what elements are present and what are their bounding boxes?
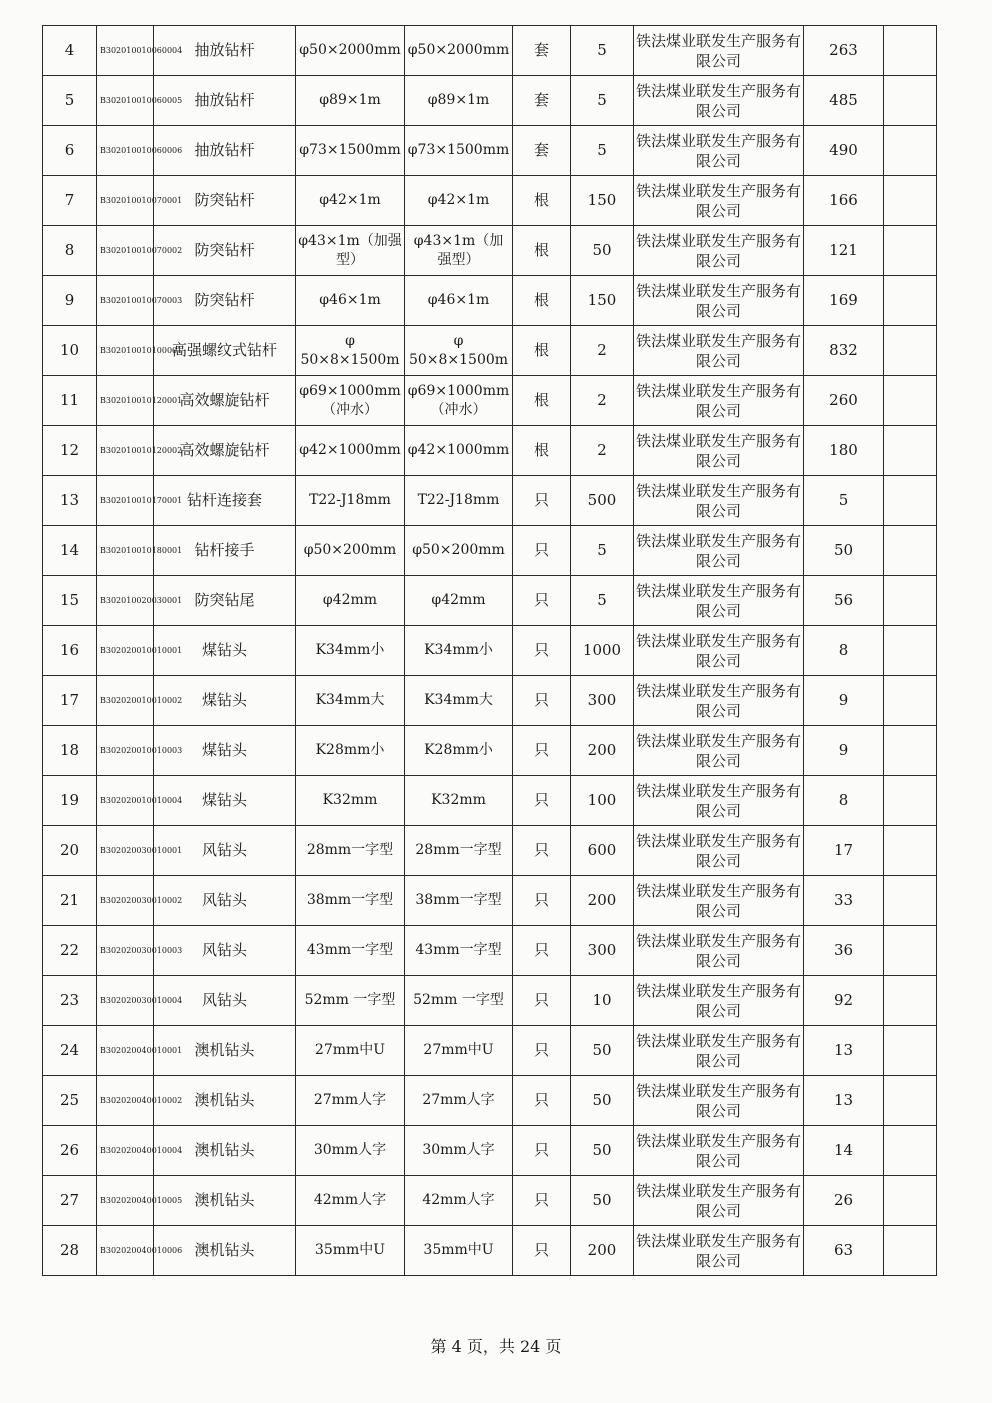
- quantity-cell: 500: [571, 476, 634, 526]
- row-number-cell: 8: [43, 226, 97, 276]
- quantity-cell: 50: [571, 1026, 634, 1076]
- specification-cell: φ69×1000mm（冲水）: [296, 376, 405, 426]
- material-name-cell: 风钻头: [154, 876, 296, 926]
- supplier-cell: 铁法煤业联发生产服务有限公司: [634, 726, 804, 776]
- material-name-cell: 澳机钻头: [154, 1126, 296, 1176]
- remarks-cell: [884, 426, 937, 476]
- quantity-cell: 50: [571, 1076, 634, 1126]
- material-name-cell: 防突钻杆: [154, 176, 296, 226]
- unit-cell: 根: [513, 326, 571, 376]
- supplier-cell: 铁法煤业联发生产服务有限公司: [634, 926, 804, 976]
- row-number-cell: 10: [43, 326, 97, 376]
- remarks-cell: [884, 1076, 937, 1126]
- unit-price-cell: 263: [804, 26, 884, 76]
- material-code-cell: B302020010010004: [97, 776, 154, 826]
- quantity-cell: 200: [571, 1226, 634, 1276]
- specification-cell: K32mm: [296, 776, 405, 826]
- model-cell: φ69×1000mm（冲水）: [405, 376, 513, 426]
- supplier-cell: 铁法煤业联发生产服务有限公司: [634, 1126, 804, 1176]
- row-number-cell: 25: [43, 1076, 97, 1126]
- quantity-cell: 300: [571, 926, 634, 976]
- row-number-cell: 20: [43, 826, 97, 876]
- table-row: [43, 1026, 937, 1076]
- unit-cell: 只: [513, 476, 571, 526]
- supplier-cell: 铁法煤业联发生产服务有限公司: [634, 576, 804, 626]
- material-name-cell: 高效螺旋钻杆: [154, 376, 296, 426]
- model-cell: 28mm一字型: [405, 826, 513, 876]
- quantity-cell: 2: [571, 426, 634, 476]
- remarks-cell: [884, 376, 937, 426]
- row-number-cell: 4: [43, 26, 97, 76]
- row-number-cell: 24: [43, 1026, 97, 1076]
- specification-cell: 35mm中U: [296, 1226, 405, 1276]
- unit-cell: 只: [513, 526, 571, 576]
- supplier-cell: 铁法煤业联发生产服务有限公司: [634, 476, 804, 526]
- unit-price-cell: 260: [804, 376, 884, 426]
- unit-cell: 只: [513, 976, 571, 1026]
- row-number-cell: 19: [43, 776, 97, 826]
- table-row: [43, 776, 937, 826]
- specification-cell: K28mm小: [296, 726, 405, 776]
- model-cell: 42mm人字: [405, 1176, 513, 1226]
- remarks-cell: [884, 876, 937, 926]
- specification-cell: K34mm小: [296, 626, 405, 676]
- remarks-cell: [884, 826, 937, 876]
- supplier-cell: 铁法煤业联发生产服务有限公司: [634, 326, 804, 376]
- specification-cell: K34mm大: [296, 676, 405, 726]
- unit-cell: 根: [513, 426, 571, 476]
- remarks-cell: [884, 126, 937, 176]
- model-cell: φ42mm: [405, 576, 513, 626]
- material-name-cell: 澳机钻头: [154, 1026, 296, 1076]
- material-code-cell: B302010010120002: [97, 426, 154, 476]
- quantity-cell: 300: [571, 676, 634, 726]
- material-code-cell: B302010010070002: [97, 226, 154, 276]
- remarks-cell: [884, 926, 937, 976]
- model-cell: 52mm 一字型: [405, 976, 513, 1026]
- row-number-cell: 6: [43, 126, 97, 176]
- row-number-cell: 13: [43, 476, 97, 526]
- material-code-cell: B302020030010004: [97, 976, 154, 1026]
- specification-cell: φ50×2000mm: [296, 26, 405, 76]
- supplier-cell: 铁法煤业联发生产服务有限公司: [634, 626, 804, 676]
- quantity-cell: 200: [571, 876, 634, 926]
- supplier-cell: 铁法煤业联发生产服务有限公司: [634, 26, 804, 76]
- material-name-cell: 煤钻头: [154, 676, 296, 726]
- row-number-cell: 18: [43, 726, 97, 776]
- specification-cell: 42mm人字: [296, 1176, 405, 1226]
- supplier-cell: 铁法煤业联发生产服务有限公司: [634, 1076, 804, 1126]
- material-code-cell: B302020010010002: [97, 676, 154, 726]
- unit-price-cell: 63: [804, 1226, 884, 1276]
- material-code-cell: B302020040010001: [97, 1026, 154, 1076]
- remarks-cell: [884, 476, 937, 526]
- unit-cell: 套: [513, 126, 571, 176]
- supplier-cell: 铁法煤业联发生产服务有限公司: [634, 526, 804, 576]
- quantity-cell: 200: [571, 726, 634, 776]
- model-cell: 38mm一字型: [405, 876, 513, 926]
- model-cell: φ89×1m: [405, 76, 513, 126]
- unit-cell: 只: [513, 1126, 571, 1176]
- model-cell: φ50×2000mm: [405, 26, 513, 76]
- specification-cell: φ 50×8×1500m: [296, 326, 405, 376]
- row-number-cell: 9: [43, 276, 97, 326]
- unit-cell: 根: [513, 176, 571, 226]
- remarks-cell: [884, 76, 937, 126]
- supplier-cell: 铁法煤业联发生产服务有限公司: [634, 1176, 804, 1226]
- model-cell: K28mm小: [405, 726, 513, 776]
- unit-price-cell: 17: [804, 826, 884, 876]
- remarks-cell: [884, 1126, 937, 1176]
- quantity-cell: 5: [571, 76, 634, 126]
- material-name-cell: 抽放钻杆: [154, 126, 296, 176]
- remarks-cell: [884, 176, 937, 226]
- unit-price-cell: 485: [804, 76, 884, 126]
- unit-cell: 只: [513, 1076, 571, 1126]
- quantity-cell: 2: [571, 376, 634, 426]
- material-name-cell: 高效螺旋钻杆: [154, 426, 296, 476]
- quantity-cell: 50: [571, 226, 634, 276]
- unit-cell: 只: [513, 1026, 571, 1076]
- row-number-cell: 22: [43, 926, 97, 976]
- model-cell: φ 50×8×1500m: [405, 326, 513, 376]
- unit-price-cell: 8: [804, 626, 884, 676]
- material-code-cell: B302020030010001: [97, 826, 154, 876]
- unit-cell: 只: [513, 876, 571, 926]
- remarks-cell: [884, 976, 937, 1026]
- unit-cell: 套: [513, 76, 571, 126]
- unit-price-cell: 169: [804, 276, 884, 326]
- material-code-cell: B302020040010002: [97, 1076, 154, 1126]
- row-number-cell: 26: [43, 1126, 97, 1176]
- material-code-cell: B302010010180001: [97, 526, 154, 576]
- remarks-cell: [884, 626, 937, 676]
- material-code-cell: B302010010170001: [97, 476, 154, 526]
- table-row: [43, 676, 937, 726]
- unit-cell: 只: [513, 776, 571, 826]
- specification-cell: φ73×1500mm: [296, 126, 405, 176]
- model-cell: 27mm人字: [405, 1076, 513, 1126]
- remarks-cell: [884, 676, 937, 726]
- specification-cell: 30mm人字: [296, 1126, 405, 1176]
- model-cell: φ46×1m: [405, 276, 513, 326]
- material-name-cell: 风钻头: [154, 976, 296, 1026]
- material-name-cell: 抽放钻杆: [154, 26, 296, 76]
- unit-price-cell: 490: [804, 126, 884, 176]
- material-name-cell: 风钻头: [154, 926, 296, 976]
- unit-price-cell: 14: [804, 1126, 884, 1176]
- table-row: [43, 226, 937, 276]
- quantity-cell: 10: [571, 976, 634, 1026]
- table-row: [43, 1226, 937, 1276]
- supplier-cell: 铁法煤业联发生产服务有限公司: [634, 426, 804, 476]
- supplier-cell: 铁法煤业联发生产服务有限公司: [634, 76, 804, 126]
- unit-price-cell: 13: [804, 1026, 884, 1076]
- quantity-cell: 150: [571, 276, 634, 326]
- quantity-cell: 5: [571, 126, 634, 176]
- material-name-cell: 风钻头: [154, 826, 296, 876]
- specification-cell: φ42×1m: [296, 176, 405, 226]
- material-name-cell: 高强螺纹式钻杆: [154, 326, 296, 376]
- specification-cell: φ50×200mm: [296, 526, 405, 576]
- table-row: [43, 476, 937, 526]
- table-row: [43, 626, 937, 676]
- table-row: [43, 976, 937, 1026]
- unit-price-cell: 9: [804, 726, 884, 776]
- unit-cell: 只: [513, 1176, 571, 1226]
- unit-price-cell: 50: [804, 526, 884, 576]
- table-row: [43, 876, 937, 926]
- quantity-cell: 2: [571, 326, 634, 376]
- row-number-cell: 7: [43, 176, 97, 226]
- specification-cell: T22-J18mm: [296, 476, 405, 526]
- quantity-cell: 100: [571, 776, 634, 826]
- row-number-cell: 21: [43, 876, 97, 926]
- model-cell: 27mm中U: [405, 1026, 513, 1076]
- supplier-cell: 铁法煤业联发生产服务有限公司: [634, 1026, 804, 1076]
- specification-cell: 43mm一字型: [296, 926, 405, 976]
- specification-cell: φ42×1000mm: [296, 426, 405, 476]
- material-name-cell: 煤钻头: [154, 626, 296, 676]
- unit-cell: 根: [513, 276, 571, 326]
- row-number-cell: 17: [43, 676, 97, 726]
- material-code-cell: B302020030010002: [97, 876, 154, 926]
- specification-cell: 28mm一字型: [296, 826, 405, 876]
- supplier-cell: 铁法煤业联发生产服务有限公司: [634, 376, 804, 426]
- material-name-cell: 抽放钻杆: [154, 76, 296, 126]
- supplier-cell: 铁法煤业联发生产服务有限公司: [634, 826, 804, 876]
- unit-price-cell: 36: [804, 926, 884, 976]
- remarks-cell: [884, 226, 937, 276]
- material-code-cell: B302010010060005: [97, 76, 154, 126]
- material-code-cell: B302020040010006: [97, 1226, 154, 1276]
- unit-cell: 套: [513, 26, 571, 76]
- table-row: [43, 826, 937, 876]
- specification-cell: 27mm中U: [296, 1026, 405, 1076]
- remarks-cell: [884, 26, 937, 76]
- material-name-cell: 澳机钻头: [154, 1226, 296, 1276]
- unit-cell: 根: [513, 376, 571, 426]
- table-row: [43, 26, 937, 76]
- material-name-cell: 澳机钻头: [154, 1176, 296, 1226]
- supplier-cell: 铁法煤业联发生产服务有限公司: [634, 226, 804, 276]
- model-cell: φ50×200mm: [405, 526, 513, 576]
- row-number-cell: 11: [43, 376, 97, 426]
- model-cell: 43mm一字型: [405, 926, 513, 976]
- table-row: [43, 526, 937, 576]
- table-row: [43, 176, 937, 226]
- supplier-cell: 铁法煤业联发生产服务有限公司: [634, 676, 804, 726]
- unit-cell: 只: [513, 926, 571, 976]
- material-name-cell: 澳机钻头: [154, 1076, 296, 1126]
- quantity-cell: 150: [571, 176, 634, 226]
- remarks-cell: [884, 726, 937, 776]
- supplier-cell: 铁法煤业联发生产服务有限公司: [634, 276, 804, 326]
- unit-price-cell: 832: [804, 326, 884, 376]
- quantity-cell: 5: [571, 26, 634, 76]
- unit-price-cell: 8: [804, 776, 884, 826]
- table-row: [43, 376, 937, 426]
- material-name-cell: 煤钻头: [154, 726, 296, 776]
- table-row: [43, 926, 937, 976]
- row-number-cell: 16: [43, 626, 97, 676]
- unit-price-cell: 9: [804, 676, 884, 726]
- specification-cell: 27mm人字: [296, 1076, 405, 1126]
- remarks-cell: [884, 776, 937, 826]
- quantity-cell: 600: [571, 826, 634, 876]
- unit-price-cell: 180: [804, 426, 884, 476]
- supplier-cell: 铁法煤业联发生产服务有限公司: [634, 876, 804, 926]
- materials-table: [42, 25, 937, 1276]
- unit-cell: 只: [513, 576, 571, 626]
- quantity-cell: 1000: [571, 626, 634, 676]
- row-number-cell: 12: [43, 426, 97, 476]
- model-cell: φ42×1m: [405, 176, 513, 226]
- remarks-cell: [884, 276, 937, 326]
- specification-cell: φ43×1m（加强型）: [296, 226, 405, 276]
- unit-price-cell: 92: [804, 976, 884, 1026]
- material-code-cell: B302020010010001: [97, 626, 154, 676]
- table-row: [43, 1076, 937, 1126]
- specification-cell: φ89×1m: [296, 76, 405, 126]
- table-body: [43, 26, 937, 1276]
- remarks-cell: [884, 1226, 937, 1276]
- material-name-cell: 煤钻头: [154, 776, 296, 826]
- model-cell: φ43×1m（加强型）: [405, 226, 513, 276]
- material-code-cell: B302020010010003: [97, 726, 154, 776]
- supplier-cell: 铁法煤业联发生产服务有限公司: [634, 976, 804, 1026]
- row-number-cell: 28: [43, 1226, 97, 1276]
- page-number: 第 4 页，共 24 页: [430, 1337, 562, 1356]
- table-row: [43, 126, 937, 176]
- material-code-cell: B302010010060006: [97, 126, 154, 176]
- quantity-cell: 5: [571, 576, 634, 626]
- unit-price-cell: 166: [804, 176, 884, 226]
- unit-cell: 只: [513, 1226, 571, 1276]
- row-number-cell: 14: [43, 526, 97, 576]
- material-code-cell: B302020040010004: [97, 1126, 154, 1176]
- unit-price-cell: 33: [804, 876, 884, 926]
- unit-cell: 只: [513, 626, 571, 676]
- unit-price-cell: 13: [804, 1076, 884, 1126]
- remarks-cell: [884, 1176, 937, 1226]
- material-code-cell: B302010010070003: [97, 276, 154, 326]
- unit-cell: 只: [513, 826, 571, 876]
- row-number-cell: 15: [43, 576, 97, 626]
- unit-price-cell: 5: [804, 476, 884, 526]
- material-name-cell: 防突钻尾: [154, 576, 296, 626]
- unit-price-cell: 56: [804, 576, 884, 626]
- material-name-cell: 防突钻杆: [154, 276, 296, 326]
- supplier-cell: 铁法煤业联发生产服务有限公司: [634, 776, 804, 826]
- unit-cell: 根: [513, 226, 571, 276]
- material-name-cell: 防突钻杆: [154, 226, 296, 276]
- quantity-cell: 5: [571, 526, 634, 576]
- material-code-cell: B302010020030001: [97, 576, 154, 626]
- model-cell: 35mm中U: [405, 1226, 513, 1276]
- remarks-cell: [884, 576, 937, 626]
- material-code-cell: B302010010120001: [97, 376, 154, 426]
- model-cell: K34mm小: [405, 626, 513, 676]
- quantity-cell: 50: [571, 1126, 634, 1176]
- material-code-cell: B302010010070001: [97, 176, 154, 226]
- supplier-cell: 铁法煤业联发生产服务有限公司: [634, 176, 804, 226]
- material-code-cell: B302010010100001: [97, 326, 154, 376]
- unit-cell: 只: [513, 726, 571, 776]
- unit-price-cell: 121: [804, 226, 884, 276]
- specification-cell: φ42mm: [296, 576, 405, 626]
- remarks-cell: [884, 1026, 937, 1076]
- unit-price-cell: 26: [804, 1176, 884, 1226]
- model-cell: 30mm人字: [405, 1126, 513, 1176]
- table-row: [43, 326, 937, 376]
- material-code-cell: B302020040010005: [97, 1176, 154, 1226]
- table-row: [43, 276, 937, 326]
- model-cell: T22-J18mm: [405, 476, 513, 526]
- material-code-cell: B302020030010003: [97, 926, 154, 976]
- specification-cell: 38mm一字型: [296, 876, 405, 926]
- model-cell: K32mm: [405, 776, 513, 826]
- remarks-cell: [884, 326, 937, 376]
- material-code-cell: B302010010060004: [97, 26, 154, 76]
- row-number-cell: 5: [43, 76, 97, 126]
- row-number-cell: 27: [43, 1176, 97, 1226]
- remarks-cell: [884, 526, 937, 576]
- material-name-cell: 钻杆接手: [154, 526, 296, 576]
- specification-cell: φ46×1m: [296, 276, 405, 326]
- model-cell: K34mm大: [405, 676, 513, 726]
- table-row: [43, 1126, 937, 1176]
- supplier-cell: 铁法煤业联发生产服务有限公司: [634, 1226, 804, 1276]
- table-row: [43, 726, 937, 776]
- unit-cell: 只: [513, 676, 571, 726]
- supplier-cell: 铁法煤业联发生产服务有限公司: [634, 126, 804, 176]
- table-row: [43, 76, 937, 126]
- model-cell: φ42×1000mm: [405, 426, 513, 476]
- table-row: [43, 576, 937, 626]
- row-number-cell: 23: [43, 976, 97, 1026]
- table-row: [43, 426, 937, 476]
- quantity-cell: 50: [571, 1176, 634, 1226]
- table-row: [43, 1176, 937, 1226]
- specification-cell: 52mm 一字型: [296, 976, 405, 1026]
- material-name-cell: 钻杆连接套: [154, 476, 296, 526]
- model-cell: φ73×1500mm: [405, 126, 513, 176]
